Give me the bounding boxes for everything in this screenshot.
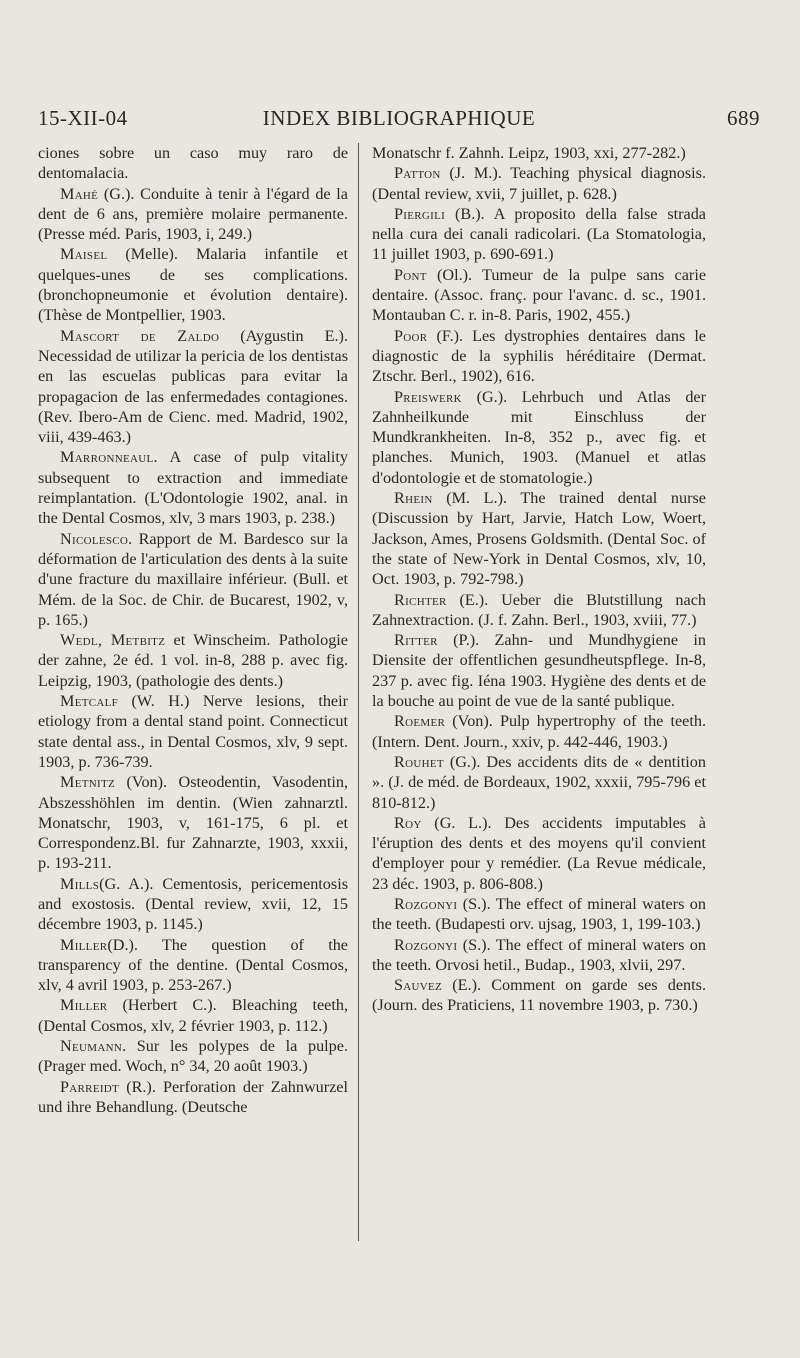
entry-text: (G. A.). Cementosis, pericementosis and exostosis. (Dental review, xvii, 12, 15 décembre 1903, p. 1145.): [38, 874, 348, 934]
bibliography-entry: [38, 529, 348, 630]
bibliography-entry: [372, 163, 706, 204]
entry-text: (J. M.). Teaching physical diagnosis. (Dental review, xvii, 7 juillet, p. 628.): [372, 164, 706, 203]
bibliography-entry: [38, 630, 348, 691]
author-name: Piergili: [394, 204, 446, 223]
author-name: Rouhet: [394, 752, 444, 771]
entry-text: (R.). Perforation der Zahnwurzel und ihre Behandlung. (Deutsche: [38, 1077, 348, 1116]
entry-text: (F.). Les dystrophies dentaires dans le diagnostic de la syphilis héréditaire (Dermat. Ztschr. Berl., 1902), 616.: [372, 326, 706, 386]
entry-text: (M. L.). The trained dental nurse (Discussion by Hart, Jarvie, Hatch Low, Woert, Jackson, Ames, Prosens Goldsmith. (Dental Soc. of the state of New-York in Dental Cosmos, xlv, 10, Oct. 1903, p. 792-798.): [372, 489, 706, 589]
bibliography-entry: [372, 143, 706, 163]
bibliography-entry: [372, 488, 706, 589]
author-name: Richter: [394, 590, 447, 609]
bibliography-entry: [38, 1036, 348, 1077]
entry-text: (G.). Des accidents dits de « dentition ». (J. de méd. de Bordeaux, 1902, xxxii, 795-796 et 810-812.): [372, 752, 706, 812]
entry-text: (S.). The effect of mineral waters on the teeth. Orvosi hetil., Budap., 1903, xlvii, 297.: [372, 935, 706, 974]
author-name: Metnitz: [60, 773, 115, 792]
bibliography-entry: [372, 813, 706, 894]
author-name: Poor: [394, 326, 428, 345]
author-name: Miller: [60, 935, 108, 954]
bibliography-entry: [372, 975, 706, 1016]
entry-text: (Von). Pulp hypertrophy of the teeth. (Intern. Dent. Journ., xxiv, p. 442-446, 1903.): [372, 712, 706, 751]
entry-text: (E.). Ueber die Blutstillung nach Zahnextraction. (J. f. Zahn. Berl., 1903, xviii, 77.): [372, 590, 706, 629]
author-name: Roemer: [394, 712, 446, 731]
author-name: Neumann: [60, 1037, 123, 1056]
bibliography-entry: [38, 184, 348, 245]
author-name: Wedl, Metbitz: [60, 631, 166, 650]
author-name: Maisel: [60, 245, 108, 264]
author-name: Marronneaul: [60, 448, 154, 467]
entry-text: (G. L.). Des accidents imputables à l'éruption des dents et des moyens qu'il convient d'employer pour y remédier. (La Revue médicale, 23 déc. 1903, p. 806-808.): [372, 813, 706, 893]
author-name: Rhein: [394, 489, 433, 508]
author-name: Ritter: [394, 631, 438, 650]
bibliography-entry: [372, 326, 706, 387]
author-name: Miller: [60, 996, 108, 1015]
bibliography-entry: [38, 772, 348, 873]
entry-text: (Von). Osteodentin, Vasodentin, Abszesshöhlen im dentin. (Wien zahnarztl. Monatschr, 1903, v, 161-175, 6 pl. et Correspondenz.Bl. fur Zahnarzte, 1903, xxxii, p. 193-211.: [38, 773, 348, 873]
author-name: Parreidt: [60, 1077, 120, 1096]
author-name: Mills: [60, 874, 100, 893]
bibliography-entry: [38, 244, 348, 325]
header-date: 15-XII-04: [38, 106, 128, 130]
bibliography-entry: [38, 447, 348, 528]
entry-text: (G.). Lehrbuch und Atlas der Zahnheilkunde mit Einschluss der Mundkrankheiten. In-8, 352 p., avec fig. et planches. Munich, 1903. (Manuel et atlas d'odontologie et de stomatologie.): [372, 387, 706, 487]
header-title: INDEX BIBLIOGRAPHIQUE: [262, 106, 536, 130]
author-name: Mascort de Zaldo: [60, 326, 220, 345]
bibliography-entry: [372, 204, 706, 265]
bibliography-entry: [38, 874, 348, 935]
entry-text: . A case of pulp vitality subsequent to extraction and immediate reimplantation. (L'Odontologie 1902, anal. in the Dental Cosmos, xlv, 3 mars 1903, p. 238.): [38, 448, 348, 528]
author-name: Preiswerk: [394, 387, 462, 406]
bibliography-entry: [372, 711, 706, 752]
entry-text: ciones sobre un caso muy raro de dentomalacia.: [38, 144, 348, 183]
page-number: 689: [727, 106, 760, 130]
entry-text: . Rapport de M. Bardesco sur la déformation de l'articulation des dents à la suite d'une fracture du maxillaire inférieur. (Bull. et Mém. de la Soc. de Chir. de Bucarest, 1902, v, p. 165.): [38, 529, 348, 629]
author-name: Pont: [394, 265, 427, 284]
author-name: Rozgonyi: [394, 894, 458, 913]
bibliography-entry: [372, 630, 706, 711]
entry-text: Monatschr f. Zahnh. Leipz, 1903, xxi, 277-282.): [372, 144, 686, 162]
entry-text: et Winscheim. Pathologie der zahne, 2e éd. 1 vol. in-8, 288 p. avec fig. Leipzig, 1903, (pathologie des dents.): [38, 631, 348, 690]
page-header: [38, 106, 760, 136]
entry-text: (E.). Comment on garde ses dents. (Journ. des Praticiens, 11 novembre 1903, p. 730.): [372, 976, 706, 1015]
entry-text: (Ol.). Tumeur de la pulpe sans carie dentaire. (Assoc. franç. pour l'avanc. d. sc., 1901. Montauban C. r. in-8. Paris, 1902, 455.): [372, 265, 706, 325]
author-name: Roy: [394, 813, 422, 832]
entry-text: (B.). A proposito della false strada nella cura dei canali radicolari. (La Stomatologia, 11 juillet 1903, p. 690-691.): [372, 204, 706, 264]
bibliography-entry: [372, 752, 706, 813]
bibliography-entry: [372, 387, 706, 488]
bibliography-entry: [372, 265, 706, 326]
bibliography-entry: [38, 691, 348, 772]
author-name: Sauvez: [394, 976, 443, 995]
left-column: [38, 143, 348, 1117]
bibliography-entry: [38, 326, 348, 448]
author-name: Mahé: [60, 184, 99, 203]
bibliography-entry: [372, 590, 706, 631]
bibliography-entry: [38, 995, 348, 1036]
bibliography-entry: [38, 935, 348, 996]
entry-text: (P.). Zahn- und Mundhygiene in Diensite der offentlichen gesundheutspflege. In-8, 237 p. avec fig. Iéna 1903. Hygiène des dents et de la bouche au point de vue de la santé publique.: [372, 631, 706, 711]
bibliography-entry: [38, 1077, 348, 1118]
author-name: Rozgonyi: [394, 935, 458, 954]
bibliography-entry: [38, 143, 348, 184]
author-name: Nicolesco: [60, 529, 129, 548]
entry-text: (W. H.) Nerve lesions, their etiology from a dental stand point. Connecticut state dental ass., in Dental Cosmos, xlv, 9 sept. 1903, p. 736-739.: [38, 692, 348, 771]
bibliography-entry: [372, 935, 706, 976]
bibliography-entry: [372, 894, 706, 935]
entry-text: (Herbert C.). Bleaching teeth, (Dental Cosmos, xlv, 2 février 1903, p. 112.): [38, 996, 348, 1035]
entry-text: (G.). Conduite à tenir à l'égard de la dent de 6 ans, première molaire permanente. (Presse méd. Paris, 1903, i, 249.): [38, 184, 348, 244]
entry-text: . Sur les polypes de la pulpe. (Prager med. Woch, n° 34, 20 août 1903.): [38, 1037, 348, 1076]
entry-text: (S.). The effect of mineral waters on the teeth. (Budapesti orv. ujsag, 1903, 1, 199-103.): [372, 894, 706, 934]
entry-text: (Melle). Malaria infantile et quelques-unes de ses complications. (bronchopneumonie et évolution dentaire). (Thèse de Montpellier, 1903.: [38, 245, 348, 325]
author-name: Metcalf: [60, 692, 119, 711]
entry-text: (Aygustin E.). Necessidad de utilizar la pericia de los dentistas en las escuelas publicas para evitar la propagacion de las enfermedades contagiones. (Rev. Ibero-Am de Cienc. med. Madrid, 1902, viii, 439-463.): [38, 326, 348, 447]
author-name: Patton: [394, 164, 441, 183]
column-divider: [358, 143, 359, 1241]
entry-text: (D.). The question of the transparency of the dentine. (Dental Cosmos, xlv, 4 avril 1903, p. 253-267.): [38, 935, 348, 995]
right-column: [372, 143, 706, 1016]
